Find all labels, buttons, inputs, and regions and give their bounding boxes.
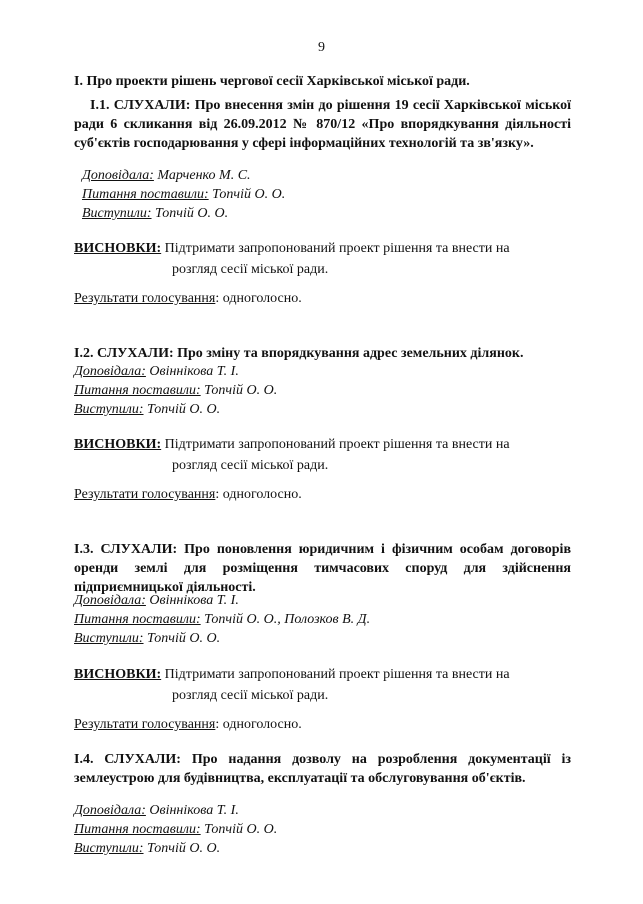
item-3-conclusion-line1: Підтримати запропонований проект рішення та внести на	[164, 667, 510, 682]
item-3-spoke: Топчій О. О.	[147, 631, 221, 646]
item-1-vote-label: Результати голосування	[74, 291, 216, 306]
item-4-spoke: Топчій О. О.	[147, 841, 221, 856]
item-3-spoke-label: Виступили:	[74, 631, 144, 646]
item-1-spoke: Топчій О. О.	[155, 206, 229, 221]
item-2-conclusion-line1: Підтримати запропонований проект рішення та внести на	[164, 437, 510, 452]
item-3-heading-prefix: І.3. СЛУХАЛИ:	[74, 542, 178, 557]
item-3-heading	[74, 540, 571, 597]
item-1-questions-label: Питання поставили:	[82, 187, 209, 202]
item-2-spoke: Топчій О. О.	[147, 402, 221, 417]
item-3-heading-text: Про поновлення юридичним і фізичним особам договорів оренди землі для розміщення тимчасових споруд для здійснення підприємницької діяльності.	[74, 542, 572, 595]
item-2-questions-label: Питання поставили:	[74, 383, 201, 398]
item-1-speaker: Марченко М. С.	[157, 168, 251, 183]
item-1-conclusion-line2: розгляд сесії міської ради.	[172, 262, 329, 277]
item-4-participants	[74, 801, 571, 858]
item-2-conclusion-label: ВИСНОВКИ:	[74, 437, 162, 452]
item-1-vote-value: : одноголосно.	[215, 291, 302, 306]
item-4-questions-label: Питання поставили:	[74, 822, 201, 837]
item-4-heading-prefix: І.4. СЛУХАЛИ:	[74, 752, 181, 767]
item-1-speaker-label: Доповідала:	[82, 168, 154, 183]
item-3-conclusion-line2: розгляд сесії міської ради.	[172, 688, 329, 703]
item-3-conclusion	[74, 664, 571, 706]
item-3-participants	[74, 591, 571, 648]
item-4-questions: Топчій О. О.	[204, 822, 278, 837]
item-2-questions: Топчій О. О.	[204, 383, 278, 398]
item-3-vote-value: : одноголосно.	[215, 717, 302, 732]
item-2-vote	[74, 487, 571, 503]
item-3-speaker: Овіннікова Т. І.	[149, 593, 239, 608]
item-1-questions: Топчій О. О.	[212, 187, 286, 202]
item-1-conclusion	[74, 238, 571, 280]
item-4-speaker: Овіннікова Т. І.	[149, 803, 239, 818]
item-2-conclusion	[74, 434, 571, 476]
item-2-heading-text: Про зміну та впорядкування адрес земельних ділянок.	[177, 346, 524, 361]
item-2-participants	[74, 362, 571, 419]
item-1-heading	[74, 96, 571, 153]
item-3-speaker-label: Доповідала:	[74, 593, 146, 608]
item-1-heading-text: Про внесення змін до рішення 19 сесії Харківської міської ради 6 скликання від 26.09.2012 № 870/12 «Про впорядкування діяльності суб'єктів господарювання у сфері інформаційних технологій та зв'язку».	[74, 98, 572, 151]
item-2-conclusion-line2: розгляд сесії міської ради.	[172, 458, 329, 473]
item-2-heading-prefix: І.2. СЛУХАЛИ:	[74, 346, 174, 361]
item-2-spoke-label: Виступили:	[74, 402, 144, 417]
item-2-speaker-label: Доповідала:	[74, 364, 146, 379]
item-1-participants	[74, 166, 571, 223]
item-4-heading	[74, 750, 571, 788]
item-2-vote-value: : одноголосно.	[215, 487, 302, 502]
page-number: 9	[318, 40, 325, 55]
item-1-conclusion-line1: Підтримати запропонований проект рішення та внести на	[164, 241, 510, 256]
item-2-vote-label: Результати голосування	[74, 487, 216, 502]
item-1-conclusion-label: ВИСНОВКИ:	[74, 241, 162, 256]
item-1-heading-prefix: І.1. СЛУХАЛИ:	[90, 98, 191, 113]
item-3-questions: Топчій О. О., Полозков В. Д.	[204, 612, 371, 627]
item-3-conclusion-label: ВИСНОВКИ:	[74, 667, 162, 682]
section-title: І. Про проекти рішень чергової сесії Харківської міської ради.	[74, 74, 470, 89]
item-1-vote	[74, 291, 571, 307]
item-2-speaker: Овіннікова Т. І.	[149, 364, 239, 379]
item-3-vote	[74, 717, 571, 733]
item-4-spoke-label: Виступили:	[74, 841, 144, 856]
item-4-speaker-label: Доповідала:	[74, 803, 146, 818]
item-2-heading	[74, 344, 571, 363]
item-4-heading-text: Про надання дозволу на розроблення документації із землеустрою для будівництва, експлуатації та обслуговування об'єктів.	[74, 752, 572, 786]
item-3-vote-label: Результати голосування	[74, 717, 216, 732]
item-3-questions-label: Питання поставили:	[74, 612, 201, 627]
item-1-spoke-label: Виступили:	[82, 206, 152, 221]
